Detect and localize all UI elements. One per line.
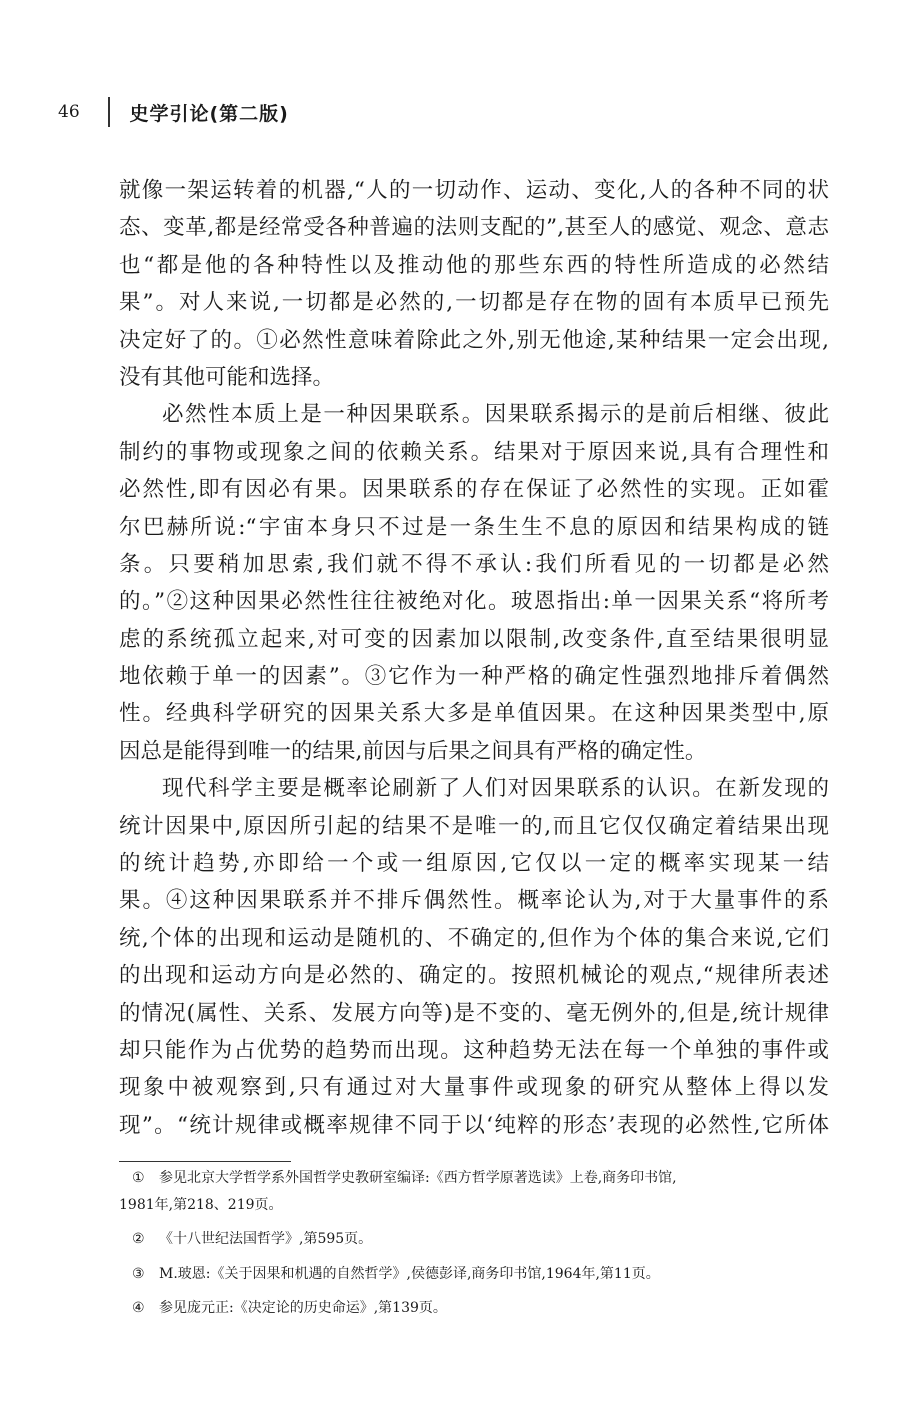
text-line: 就像一架运转着的机器,“人的一切动作、运动、变化,人的各种不同的状	[119, 178, 829, 203]
footnote-2	[119, 1229, 831, 1250]
text-line: 地依赖于单一的因素”。③它作为一种严格的确定性强烈地排斥着偶然	[119, 664, 829, 690]
text-line: 必然性本质上是一种因果联系。因果联系揭示的是前后相继、彼此	[162, 402, 829, 428]
footnote-1	[119, 1168, 831, 1189]
text-line: 尔巴赫所说:“宇宙本身只不过是一条生生不息的原因和结果构成的链	[119, 514, 829, 540]
text-line: 也“都是他的各种特性以及推动他的那些东西的特性所造成的必然结	[119, 252, 829, 278]
footnote-1-continued	[119, 1195, 831, 1216]
footnote-text: 《十八世纪法国哲学》,第595页。	[159, 1231, 373, 1247]
text-line: 没有其他可能和选择。	[119, 364, 335, 390]
text-line: 现”。“统计规律或概率规律不同于以‘纯粹的形态’表现的必然性,它所体	[119, 1112, 829, 1138]
text-line: 现象中被观察到,只有通过对大量事件或现象的研究从整体上得以发	[119, 1075, 829, 1101]
footnotes	[119, 1168, 831, 1333]
text-line: 现代科学主要是概率论刷新了人们对因果联系的认识。在新发现的	[162, 776, 829, 802]
text-line: 果。④这种因果联系并不排斥偶然性。概率论认为,对于大量事件的系	[119, 888, 829, 914]
text-line: 虑的系统孤立起来,对可变的因素加以限制,改变条件,直至结果很明显	[119, 626, 829, 652]
footnote-marker: ②	[132, 1231, 145, 1247]
text-line: 必然性,即有因必有果。因果联系的存在保证了必然性的实现。正如霍	[119, 477, 829, 503]
footnote-text: 参见庞元正:《决定论的历史命运》,第139页。	[159, 1300, 447, 1316]
text-line: 制约的事物或现象之间的依赖关系。结果对于原因来说,具有合理性和	[119, 439, 829, 465]
text-line: 的出现和运动方向是必然的、确定的。按照机械论的观点,“规律所表述	[119, 963, 829, 989]
text-line: 的。”②这种因果必然性往往被绝对化。玻恩指出:单一因果关系“将所考	[119, 589, 829, 615]
text-line: 却只能作为占优势的趋势而出现。这种趋势无法在每一个单独的事件或	[119, 1037, 829, 1063]
footnote-4	[119, 1298, 831, 1319]
footnote-text: 参见北京大学哲学系外国哲学史教研室编译:《西方哲学原著选读》上卷,商务印书馆,	[159, 1170, 677, 1186]
footnote-rule	[119, 1161, 291, 1162]
footnote-text: M.玻恩:《关于因果和机遇的自然哲学》,侯德彭译,商务印书馆,1964年,第11页。	[159, 1265, 660, 1282]
text-line: 统计因果中,原因所引起的结果不是唯一的,而且它仅仅确定着结果出现	[119, 813, 829, 839]
text-line: 性。经典科学研究的因果关系大多是单值因果。在这种因果类型中,原	[119, 701, 829, 727]
footnote-marker: ④	[132, 1300, 145, 1316]
book-title: 史学引论(第二版)	[129, 102, 289, 125]
footnote-text: 1981年,第218、219页。	[119, 1196, 283, 1213]
text-line: 统,个体的出现和运动是随机的、不确定的,但作为个体的集合来说,它们	[119, 925, 829, 951]
footnote-marker: ③	[132, 1265, 145, 1282]
text-line: 决定好了的。①必然性意味着除此之外,别无他途,某种结果一定会出现,	[119, 327, 829, 353]
text-line: 因总是能得到唯一的结果,前因与后果之间具有严格的确定性。	[119, 738, 707, 764]
text-line: 果”。对人来说,一切都是必然的,一切都是存在物的固有本质早已预先	[119, 290, 829, 316]
running-header	[58, 96, 289, 128]
body-text	[119, 176, 829, 1148]
header-divider	[108, 97, 110, 127]
text-line: 的统计趋势,亦即给一个或一组原因,它仅以一定的概率实现某一结	[119, 851, 829, 877]
text-line: 条。只要稍加思索,我们就不得不承认:我们所看见的一切都是必然	[119, 551, 829, 577]
footnote-3	[119, 1264, 831, 1285]
text-line: 的情况(属性、关系、发展方向等)是不变的、毫无例外的,但是,统计规律	[119, 1000, 829, 1026]
footnote-marker: ①	[132, 1170, 145, 1186]
page-number: 46	[58, 102, 80, 122]
text-line: 态、变革,都是经常受各种普遍的法则支配的”,甚至人的感觉、观念、意志	[119, 215, 829, 241]
